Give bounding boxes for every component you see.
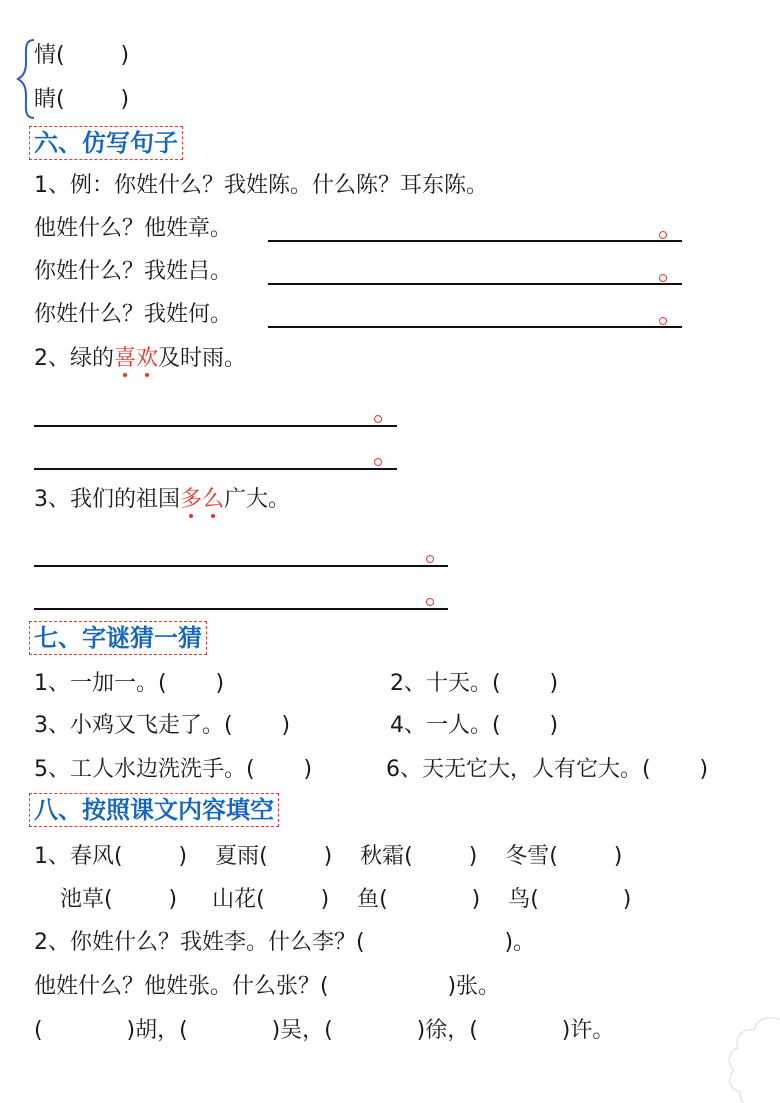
riddle-2: 2、十天。( ) bbox=[390, 671, 559, 696]
answer-line-1b[interactable] bbox=[268, 283, 682, 285]
q2-sentence: 2、绿的喜欢及时雨。 bbox=[34, 346, 247, 371]
period-mark bbox=[426, 598, 434, 606]
period-mark bbox=[426, 555, 434, 563]
q3-sentence: 3、我们的祖国多么广大。 bbox=[34, 487, 291, 512]
riddle-6: 6、天无它大，人有它大。( ) bbox=[386, 757, 709, 782]
q1-line-a: 他姓什么？他姓章。 bbox=[34, 216, 233, 241]
section-7-title: 七、字谜猜一猜 bbox=[29, 621, 207, 655]
riddle-1: 1、一加一。( ) bbox=[34, 671, 225, 696]
answer-line-2b[interactable] bbox=[34, 468, 397, 470]
decorative-cloud-icon bbox=[700, 1008, 780, 1103]
char-line-2: 睛( ) bbox=[34, 87, 130, 112]
q1-line-b: 你姓什么？我姓吕。 bbox=[34, 259, 233, 284]
answer-line-3a[interactable] bbox=[34, 565, 448, 567]
fill-line-1: 1、春风( ) 夏雨( ) 秋霜( ) 冬雪( ) bbox=[34, 844, 623, 869]
period-mark bbox=[659, 274, 667, 282]
section-8-title: 八、按照课文内容填空 bbox=[29, 793, 279, 827]
char-line-1: 情( ) bbox=[34, 43, 130, 68]
highlight-char: 么 bbox=[202, 487, 225, 512]
period-mark bbox=[374, 415, 382, 423]
highlight-char: 欢 bbox=[136, 346, 159, 371]
riddle-3: 3、小鸡又飞走了。( ) bbox=[34, 713, 291, 738]
period-mark bbox=[659, 231, 667, 239]
q1-line-c: 你姓什么？我姓何。 bbox=[34, 302, 233, 327]
period-mark bbox=[374, 458, 382, 466]
answer-line-3b[interactable] bbox=[34, 608, 448, 610]
fill-line-3: 他姓什么？他姓张。什么张？( )张。 bbox=[34, 974, 501, 999]
period-mark bbox=[659, 317, 667, 325]
answer-line-1c[interactable] bbox=[268, 326, 682, 328]
fill-line-2: 2、你姓什么？我姓李。什么李？( )。 bbox=[34, 930, 536, 955]
highlight-char: 多 bbox=[180, 487, 203, 512]
fill-line-4: ( )胡，( )吴，( )徐，( )许。 bbox=[34, 1018, 615, 1043]
riddle-4: 4、一人。( ) bbox=[390, 713, 559, 738]
answer-line-2a[interactable] bbox=[34, 425, 397, 427]
riddle-5: 5、工人水边洗洗手。( ) bbox=[34, 757, 313, 782]
fill-line-1b: 池草( ) 山花( ) 鱼( ) 鸟( ) bbox=[60, 887, 632, 912]
section-6-title: 六、仿写句子 bbox=[29, 126, 183, 160]
highlight-char: 喜 bbox=[114, 346, 137, 371]
q1-example: 1、例：你姓什么？我姓陈。什么陈？耳东陈。 bbox=[34, 173, 488, 198]
answer-line-1a[interactable] bbox=[268, 240, 682, 242]
